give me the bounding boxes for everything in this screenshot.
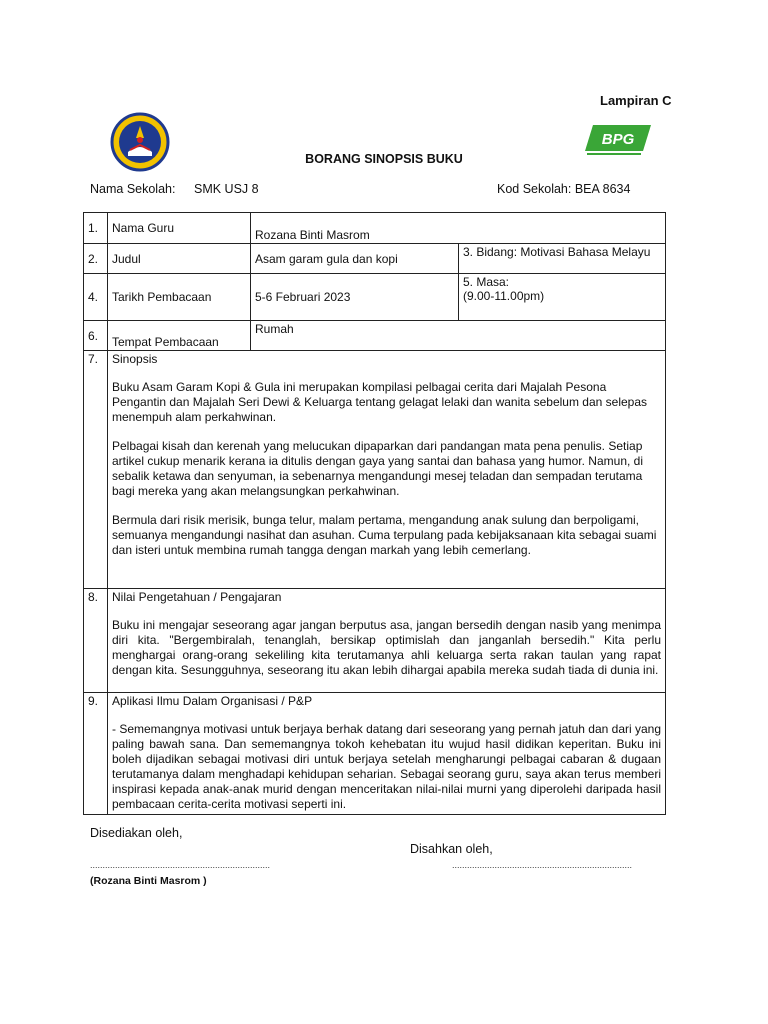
signature-line-right: ........................................................................ (452, 860, 633, 870)
synopsis-form-table (83, 212, 666, 815)
time-value: (9.00-11.00pm) (463, 289, 545, 303)
values-cell (108, 589, 666, 693)
table-row (84, 351, 666, 589)
date-value: 5-6 Februari 2023 (251, 274, 459, 321)
table-row (84, 693, 666, 815)
field-label: Tarikh Pembacaan (108, 274, 251, 321)
table-row (84, 274, 666, 321)
table-row (84, 321, 666, 351)
table-row (84, 244, 666, 274)
row-number: 2. (84, 244, 108, 274)
field-label: Judul (108, 244, 251, 274)
signatory-name: (Rozana Binti Masrom ) (90, 875, 207, 887)
synopsis-paragraph: Bermula dari risik merisik, bunga telur, malam pertama, mengandung anak sulung dan berpoligami, semuanya mengandungi nasihat dan asuhan. Cuma terpulang pada kebijaksanaan kita sebagai suami dan isteri untuk membina rumah tangga dengan markah yang lebih cemerlang. (112, 513, 657, 557)
teacher-name-value: Rozana Binti Masrom (251, 213, 666, 244)
synopsis-paragraph: Pelbagai kisah dan kerenah yang melucukan dipaparkan dari pandangan mata pena penulis. Setiap artikel cukup menarik kerana ia ditulis dengan gaya yang santai dan bahasa yang humor. Namun, di sebalik ketawa dan senyuman, ia sebenarnya mengandungi mesej teladan dan sempadan terutama bagi mereka yang akan melangsungkan perkahwinan. (112, 439, 643, 498)
row-number: 6. (84, 321, 108, 351)
synopsis-cell (108, 351, 666, 589)
school-name-value: SMK USJ 8 (194, 182, 259, 196)
approved-by-label: Disahkan oleh, (410, 842, 493, 856)
time-cell (459, 274, 666, 321)
table-row (84, 589, 666, 693)
place-value: Rumah (251, 321, 666, 351)
row-number: 1. (84, 213, 108, 244)
bpg-logo-text: BPG (601, 131, 635, 148)
row-number: 9. (84, 693, 108, 815)
section-heading: Sinopsis (112, 352, 158, 366)
field-label: Tempat Pembacaan (108, 321, 251, 351)
field-label: Nama Guru (108, 213, 251, 244)
lampiran-label: Lampiran C (600, 93, 672, 108)
time-label: 5. Masa: (463, 275, 510, 289)
section-heading: Nilai Pengetahuan / Pengajaran (112, 590, 282, 604)
page-title: BORANG SINOPSIS BUKU (305, 152, 463, 166)
signature-line-left: ........................................................................ (90, 860, 271, 870)
row-number: 4. (84, 274, 108, 321)
prepared-by-label: Disediakan oleh, (90, 826, 183, 840)
table-row (84, 213, 666, 244)
synopsis-paragraph: Buku Asam Garam Kopi & Gula ini merupakan kompilasi pelbagai cerita dari Majalah Pesona Pengantin dan Majalah Seri Dewi & Keluarga tentang gelagat lelaki dan wanita sebelum dan selepas menempuh alam perkahwinan. (112, 380, 648, 424)
section-heading: Aplikasi Ilmu Dalam Organisasi / P&P (112, 694, 313, 708)
school-code: Kod Sekolah: BEA 8634 (497, 182, 631, 196)
application-cell (108, 693, 666, 815)
school-name-label: Nama Sekolah: (90, 182, 176, 196)
values-paragraph: Buku ini mengajar seseorang agar jangan berputus asa, jangan bersedih dengan nasib yang menimpa diri kita. "Bergembiralah, tenanglah, bersikap optimislah dan janganlah bersedih." Kita perlu menghargai orang-orang sekeliling kita terutamanya ahli keluarga serta rakan taulan yang rapat dengan kita. Sesungguhnya, seseorang itu akan lebih dihargai apabila mereka sudah tiada di dunia ini. (112, 618, 661, 677)
application-paragraph: - Sememangnya motivasi untuk berjaya berhak datang dari seseorang yang pernah jatuh dan dari yang paling bawah sana. Dan sememangnya tokoh kehebatan itu wujud hasil didikan keperitan. Buku ini boleh dijadikan sebagai motivasi diri untuk berjaya setelah mengharungi pelbagai cabaran & dugaan terutamanya dalam menghadapi kehidupan seharian. Sebagai seorang guru, saya akan terus memberi inspirasi kepada anak-anak murid dengan menceritakan nilai-nilai murni yang diperolehi daripada hasil pembacaan cerita-cerita motivasi seperti ini. (112, 722, 662, 811)
title-value: Asam garam gula dan kopi (251, 244, 459, 274)
row-number: 7. (84, 351, 108, 589)
field-category: 3. Bidang: Motivasi Bahasa Melayu (459, 244, 666, 274)
row-number: 8. (84, 589, 108, 693)
